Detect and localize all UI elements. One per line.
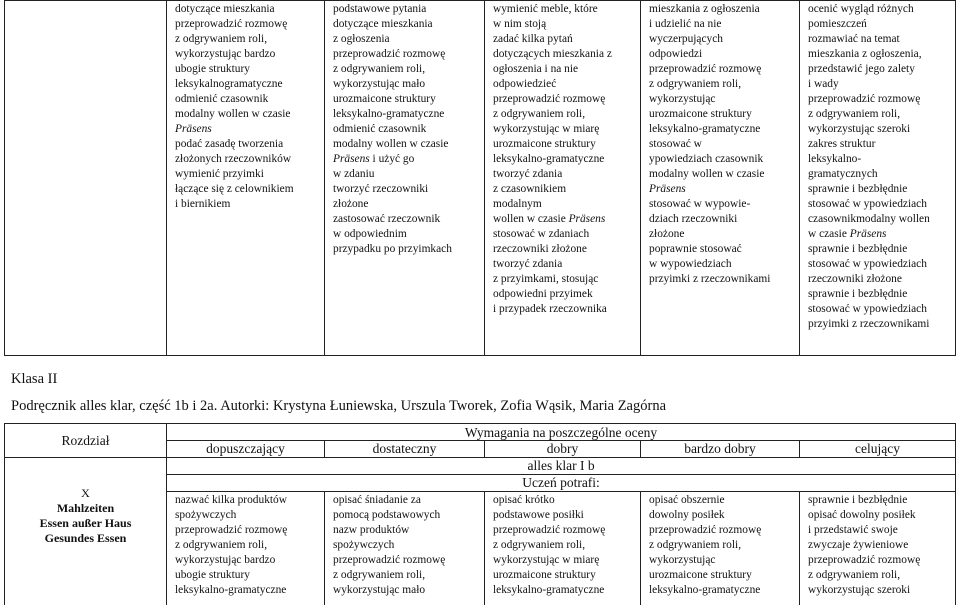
requirement-line: złożone	[649, 228, 685, 240]
requirement-line: leksykalno-	[808, 153, 862, 165]
requirement-line: Präsens	[175, 123, 212, 135]
requirement-line: i wady	[808, 78, 839, 90]
requirement-line: opisać dowolny posiłek	[808, 509, 916, 521]
requirement-line: ubogie struktury	[175, 569, 250, 581]
requirement-line: mieszkania z ogłoszenia,	[808, 48, 922, 60]
requirement-line: sprawnie i bezbłędnie	[808, 243, 908, 255]
requirement-line: sprawnie i bezbłędnie	[808, 183, 908, 195]
grade-dopuszczajacy: dopuszczający	[167, 441, 325, 458]
requirement-line: odpowiedzi	[649, 48, 703, 60]
requirement-line: urozmaicone struktury	[649, 569, 752, 581]
requirement-line: leksykalno-gramatyczne	[175, 584, 287, 596]
requirement-line: czasownikmodalny wollen	[808, 213, 930, 225]
requirement-line: przeprowadzić rozmowę	[493, 524, 606, 536]
class-heading: Klasa II	[11, 371, 58, 387]
requirement-line: zastosować rzeczownik	[333, 213, 441, 225]
requirement-line: opisać obszernie	[649, 494, 725, 506]
requirement-line: pomieszczeń	[808, 18, 867, 30]
requirement-line: sprawnie i bezbłędnie	[808, 288, 908, 300]
requirement-line: urozmaicone struktury	[649, 108, 752, 120]
top-cell-bardzo-dobry	[641, 1, 800, 356]
requirement-line: stosować w	[649, 138, 702, 150]
requirement-line: dotyczących mieszkania z	[493, 48, 612, 60]
requirement-line: wykorzystując szeroki	[808, 123, 911, 135]
bottom-cell-dostateczny	[325, 492, 485, 605]
requirement-line: stosować w ypowiedziach	[808, 303, 927, 315]
grade-bardzo-dobry: bardzo dobry	[641, 441, 800, 458]
requirement-line: z odgrywaniem roli,	[175, 539, 268, 551]
requirement-line: przeprowadzić rozmowę	[808, 93, 921, 105]
rozdzial-header: Rozdział	[5, 424, 167, 458]
requirement-line: przyimki z rzeczownikami	[649, 273, 771, 285]
bottom-cell-celujacy	[800, 492, 956, 605]
requirement-line: złożone	[333, 198, 369, 210]
requirement-line: odpowiedzieć	[493, 78, 557, 90]
requirement-line: leksykalnogramatyczne	[175, 78, 283, 90]
requirement-line: z ogłoszenia	[333, 33, 390, 45]
requirement-line: dotyczące mieszkania	[175, 3, 275, 15]
requirement-line: przeprowadzić rozmowę	[493, 93, 606, 105]
student-can-row: Uczeń potrafi:	[167, 475, 956, 492]
requirement-line: nazwać kilka produktów	[175, 494, 287, 506]
requirement-line: tworzyć rzeczowniki	[333, 183, 429, 195]
requirement-line: rzeczowniki złożone	[493, 243, 587, 255]
requirement-line: w zdaniu	[333, 168, 375, 180]
bottom-cell-dobry	[485, 492, 641, 605]
requirement-line: wykorzystując szeroki	[808, 584, 911, 596]
requirement-line: przyimki z rzeczownikami	[808, 318, 930, 330]
requirement-line: przedstawić jego zalety	[808, 63, 915, 75]
requirement-line: modalny wollen w czasie	[649, 168, 765, 180]
requirement-line: z odgrywaniem roli,	[649, 539, 742, 551]
requirement-line: dotyczące mieszkania	[333, 18, 433, 30]
top-requirements-table	[4, 0, 956, 356]
requirement-line: ypowiedziach czasownik	[649, 153, 764, 165]
requirement-line: złożonych rzeczowników	[175, 153, 292, 165]
requirement-line: i biernikiem	[175, 198, 231, 210]
requirement-line: wykorzystując bardzo	[175, 554, 276, 566]
requirement-line: z przyimkami, stosując	[493, 273, 599, 285]
requirement-line: urozmaicone struktury	[333, 93, 436, 105]
requirement-line: rzeczowniki złożone	[808, 273, 902, 285]
requirement-line: z odgrywaniem roli,	[333, 63, 426, 75]
requirement-line: odmienić czasownik	[333, 123, 427, 135]
requirement-line: w nim stoją	[493, 18, 547, 30]
textbook-line: Podręcznik alles klar, część 1b i 2a. Autorki: Krystyna Łuniewska, Urszula Tworek, Zofia Wąsik, Maria Zagórna	[11, 398, 666, 414]
requirement-line: leksykalno-gramatyczne	[333, 108, 445, 120]
requirement-line: Präsens	[649, 183, 686, 195]
requirement-line: sprawnie i bezbłędnie	[808, 494, 908, 506]
requirements-header: Wymagania na poszczególne oceny	[167, 424, 956, 441]
requirement-line: przeprowadzić rozmowę	[175, 524, 288, 536]
requirement-line: urozmaicone struktury	[493, 138, 596, 150]
requirement-line: i udzielić na nie	[649, 18, 722, 30]
requirement-line: przeprowadzić rozmowę	[333, 554, 446, 566]
requirement-line: w wypowiedziach	[649, 258, 732, 270]
requirement-line: wyczerpujących	[649, 33, 723, 45]
requirement-line: wykorzystując	[649, 93, 716, 105]
requirement-line: leksykalno-gramatyczne	[493, 584, 605, 596]
requirement-line: wollen w czasie Präsens	[493, 213, 606, 225]
requirement-line: modalny wollen w czasie	[333, 138, 449, 150]
requirement-line: wykorzystując bardzo	[175, 48, 276, 60]
top-cell-chapter	[5, 1, 167, 356]
requirement-line: podać zasadę tworzenia	[175, 138, 284, 150]
requirement-line: przeprowadzić rozmowę	[649, 524, 762, 536]
requirement-line: stosować w wypowie-	[649, 198, 751, 210]
requirement-line: przeprowadzić rozmowę	[649, 63, 762, 75]
requirement-line: stosować w ypowiedziach	[808, 198, 927, 210]
requirement-line: z czasownikiem	[493, 183, 567, 195]
chapter-cell	[5, 458, 167, 605]
requirement-line: odmienić czasownik	[175, 93, 269, 105]
requirement-line: zwyczaje żywieniowe	[808, 539, 909, 551]
requirement-line: gramatycznych	[808, 168, 878, 180]
requirement-line: przeprowadzić rozmowę	[175, 18, 288, 30]
requirement-line: mieszkania z ogłoszenia	[649, 3, 760, 15]
requirement-line: pomocą podstawowych	[333, 509, 441, 521]
requirement-line: tworzyć zdania	[493, 258, 563, 270]
requirement-line: wykorzystując w miarę	[493, 554, 600, 566]
requirement-line: poprawnie stosować	[649, 243, 742, 255]
bottom-cell-dopuszczajacy	[167, 492, 325, 605]
requirement-line: stosować w ypowiedziach	[808, 258, 927, 270]
top-cell-dopuszczajacy	[167, 1, 325, 356]
requirement-line: ogłoszenia i na nie	[493, 63, 579, 75]
top-cell-dostateczny	[325, 1, 485, 356]
requirement-line: w czasie Präsens	[808, 228, 887, 240]
requirement-line: z odgrywaniem roli,	[808, 108, 901, 120]
requirement-line: wymienić przyimki	[175, 168, 264, 180]
requirement-line: i przypadek rzeczownika	[493, 303, 607, 315]
bottom-cell-bardzo-dobry	[641, 492, 800, 605]
requirement-line: podstawowe pytania	[333, 3, 427, 15]
requirement-line: opisać śniadanie za	[333, 494, 421, 506]
requirement-line: wykorzystując w miarę	[493, 123, 600, 135]
requirement-line: tworzyć zdania	[493, 168, 563, 180]
requirement-line: odpowiedni przyimek	[493, 288, 593, 300]
requirement-line: zadać kilka pytań	[493, 33, 573, 45]
grade-dostateczny: dostateczny	[325, 441, 485, 458]
requirement-line: wymienić meble, które	[493, 3, 598, 15]
grade-dobry: dobry	[485, 441, 641, 458]
requirement-line: zakres struktur	[808, 138, 876, 150]
requirement-line: z odgrywaniem roli,	[333, 569, 426, 581]
requirement-line: modalny wollen w czasie	[175, 108, 291, 120]
requirement-line: łączące się z celownikiem	[175, 183, 294, 195]
requirement-line: rozmawiać na temat	[808, 33, 900, 45]
requirement-line: nazw produktów	[333, 524, 410, 536]
requirement-line: opisać krótko	[493, 494, 555, 506]
requirement-line: przeprowadzić rozmowę	[808, 554, 921, 566]
chapter-subtitle-2: Gesundes Essen	[44, 531, 127, 545]
requirement-line: przypadku po przyimkach	[333, 243, 452, 255]
requirement-line: podstawowe posiłki	[493, 509, 584, 521]
top-cell-dobry	[485, 1, 641, 356]
requirement-line: leksykalno-gramatyczne	[649, 584, 761, 596]
requirement-line: z odgrywaniem roli,	[175, 33, 268, 45]
requirement-line: z odgrywaniem roli,	[493, 108, 586, 120]
requirement-line: dziach rzeczowniki	[649, 213, 738, 225]
requirement-line: przeprowadzić rozmowę	[333, 48, 446, 60]
requirement-line: ubogie struktury	[175, 63, 250, 75]
requirement-line: spożywczych	[175, 509, 237, 521]
book-row: alles klar I b	[167, 458, 956, 475]
requirement-line: wykorzystując	[649, 554, 716, 566]
requirement-line: dowolny posiłek	[649, 509, 725, 521]
chapter-title: Mahlzeiten	[56, 501, 115, 515]
top-cell-celujacy	[800, 1, 956, 356]
requirement-line: z odgrywaniem roli,	[808, 569, 901, 581]
requirement-line: i przedstawić swoje	[808, 524, 898, 536]
top-table-row	[5, 1, 956, 356]
bottom-requirements-table	[4, 423, 956, 605]
requirement-line: leksykalno-gramatyczne	[649, 123, 761, 135]
requirement-line: spożywczych	[333, 539, 395, 551]
requirement-line: modalnym	[493, 198, 542, 210]
chapter-subtitle-1: Essen außer Haus	[39, 516, 132, 530]
requirement-line: z odgrywaniem roli,	[649, 78, 742, 90]
requirement-line: z odgrywaniem roli,	[493, 539, 586, 551]
chapter-number: X	[81, 486, 90, 500]
requirement-line: wykorzystując mało	[333, 584, 426, 596]
grade-celujacy: celujący	[800, 441, 956, 458]
requirement-line: wykorzystując mało	[333, 78, 426, 90]
requirement-line: leksykalno-gramatyczne	[493, 153, 605, 165]
requirement-line: Präsens i użyć go	[333, 153, 415, 165]
requirement-line: w odpowiednim	[333, 228, 407, 240]
requirement-line: stosować w zdaniach	[493, 228, 590, 240]
requirement-line: urozmaicone struktury	[493, 569, 596, 581]
requirement-line: ocenić wygląd różnych	[808, 3, 914, 15]
